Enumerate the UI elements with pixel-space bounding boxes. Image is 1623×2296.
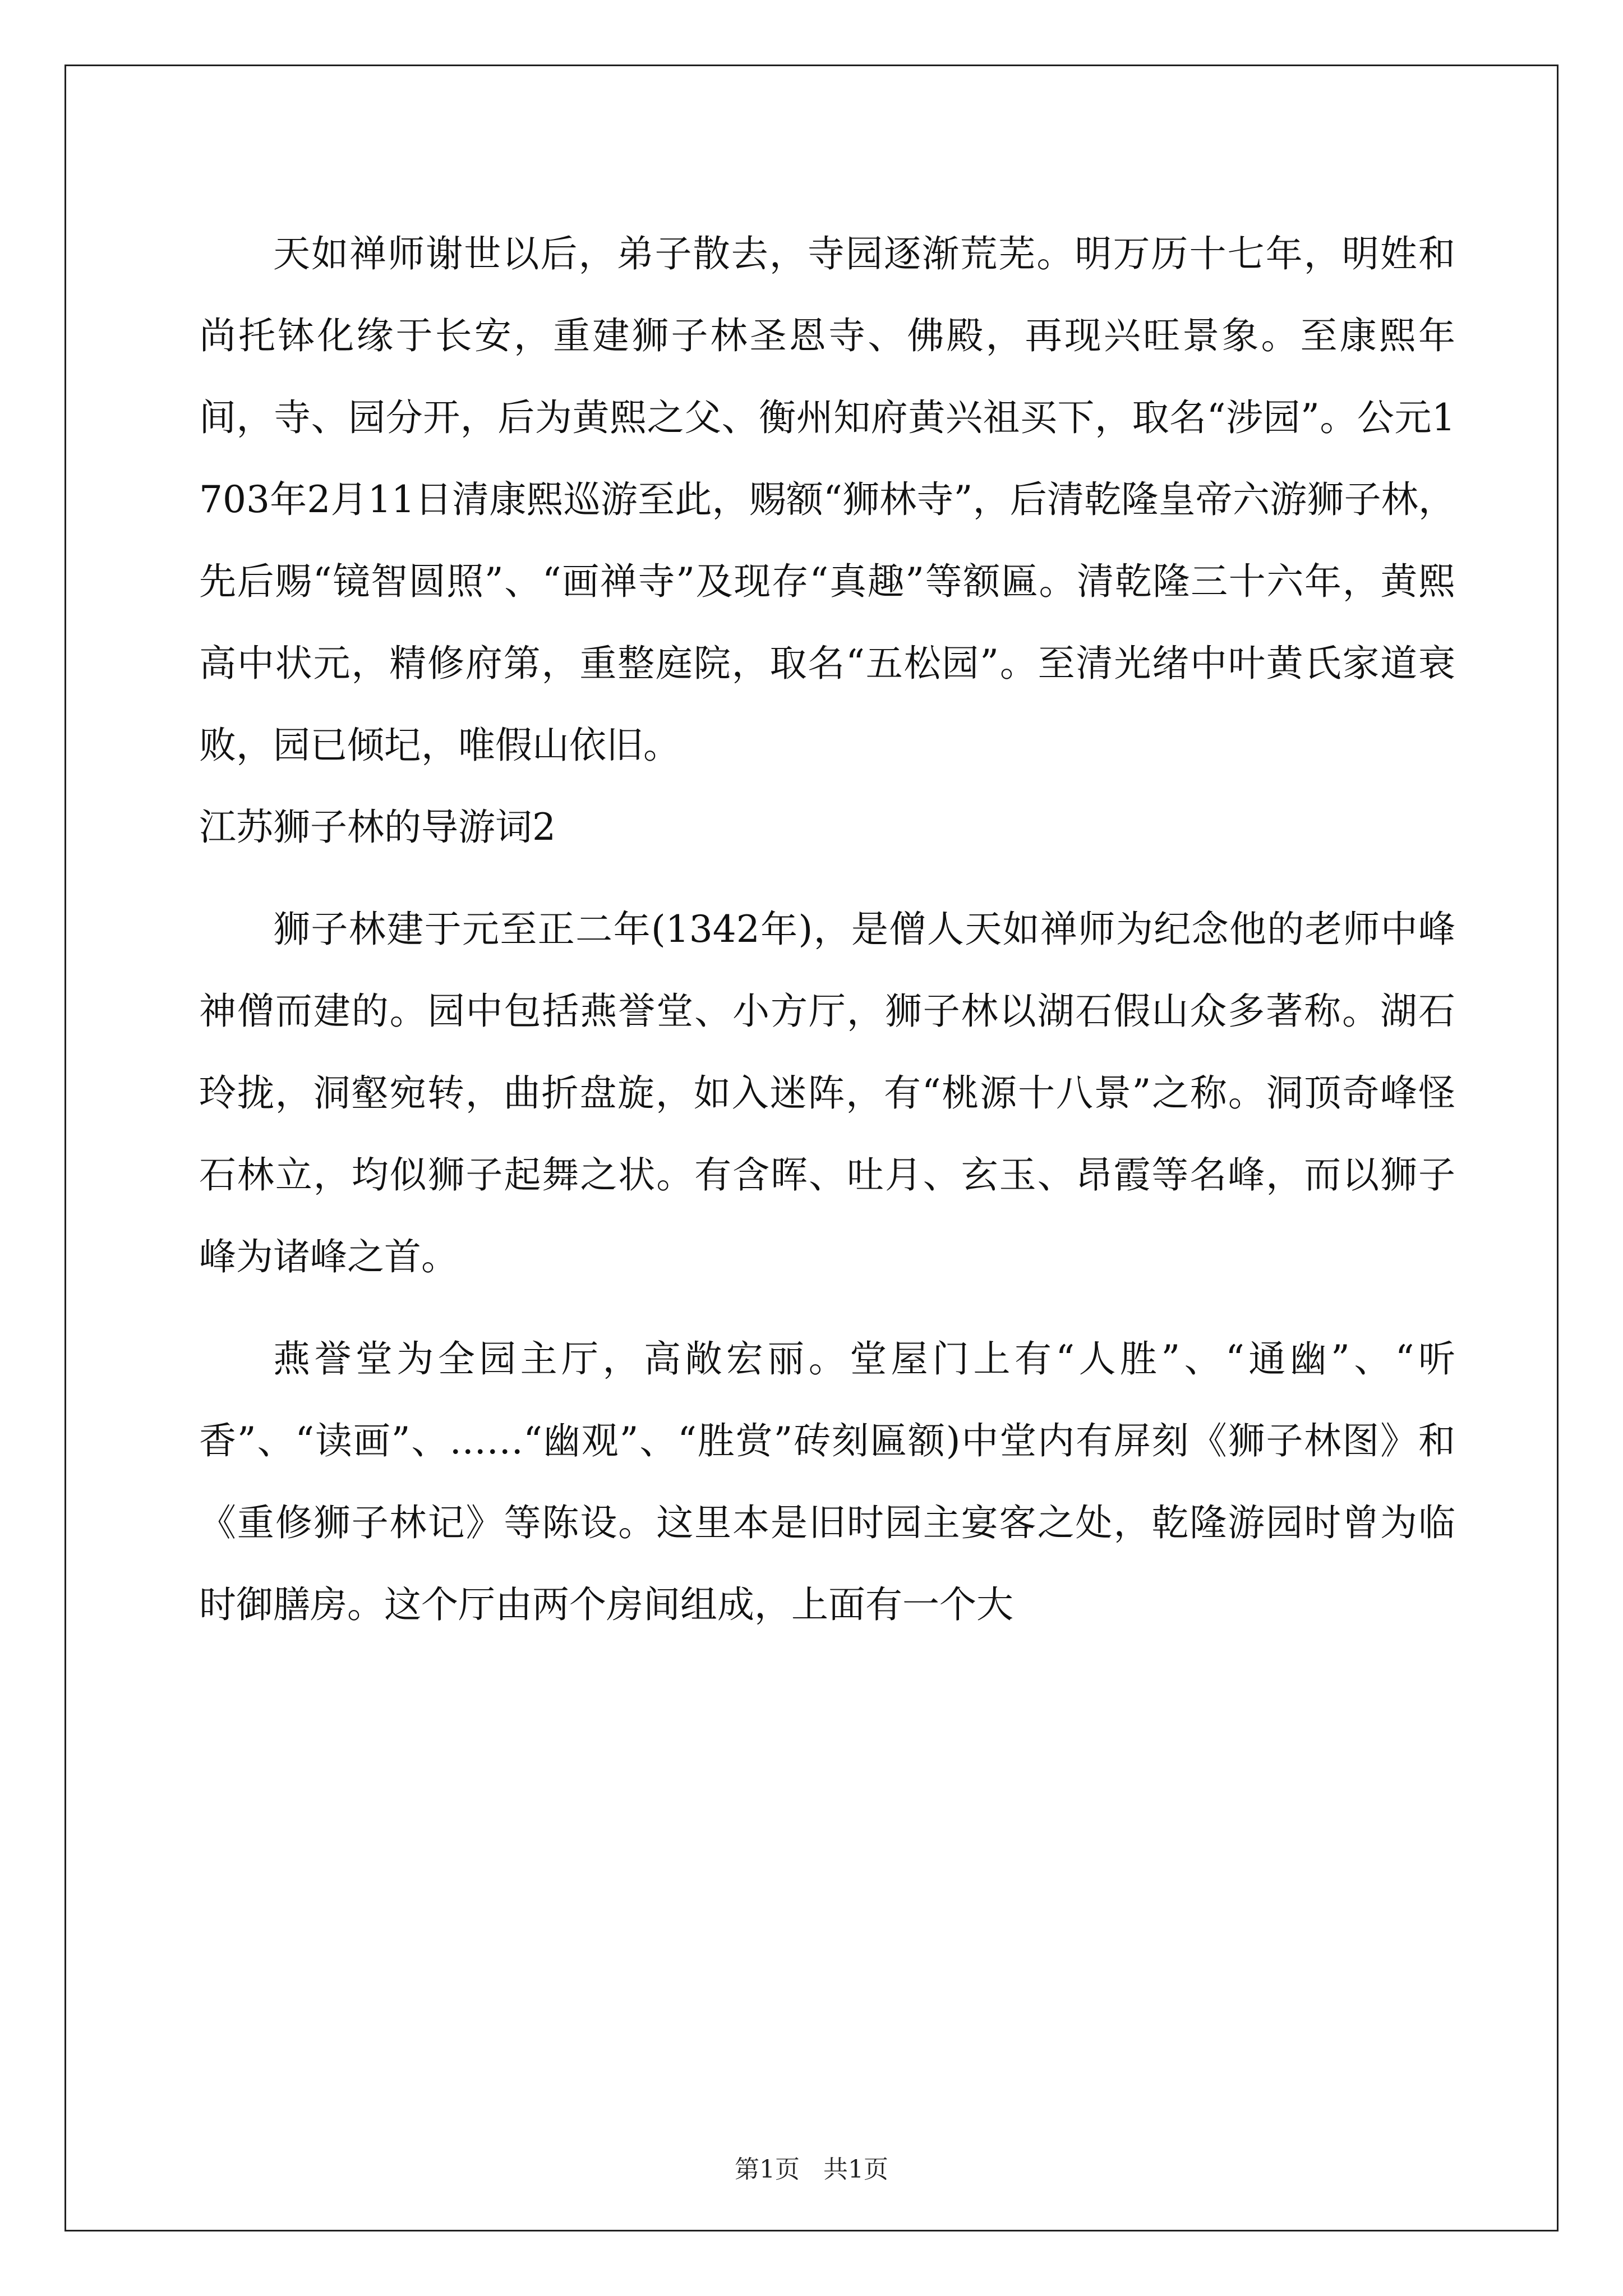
paragraph-intro: 狮子林建于元至正二年(1342年)，是僧人天如禅师为纪念他的老师中峰神僧而建的。园中包括燕誉堂、小方厅，狮子林以湖石假山众多著称。湖石玲拢，洞壑宛转，曲折盘旋，如入迷阵，有“桃源十八景”之称。洞顶奇峰怪石林立，均似狮子起舞之状。有含晖、吐月、玄玉、昂霞等名峰，而以狮子峰为诸峰之首。 xyxy=(199,908,1455,1278)
document-body xyxy=(199,213,1455,1646)
paragraph-history: 天如禅师谢世以后，弟子散去，寺园逐渐荒芜。明万历十七年，明姓和尚托钵化缘于长安，重建狮子林圣恩寺、佛殿，再现兴旺景象。至康熙年间，寺、园分开，后为黄熙之父、衡州知府黄兴祖买下，取名“涉园”。公元1703年2月11日清康熙巡游至此，赐额“狮林寺”，后清乾隆皇帝六游狮子林，先后赐“镜智圆照”、“画禅寺”及现存“真趣”等额匾。清乾隆三十六年，黄熙高中状元，精修府第，重整庭院，取名“五松园”。至清光绪中叶黄氏家道衰败，园已倾圮，唯假山依旧。 xyxy=(199,232,1455,767)
page-footer xyxy=(0,2153,1623,2187)
page-number: 第1页 xyxy=(735,2155,800,2184)
page-total: 共1页 xyxy=(823,2155,888,2184)
section-heading: 江苏狮子林的导游词2 xyxy=(199,806,556,849)
paragraph-yanyu-hall: 燕誉堂为全园主厅，高敞宏丽。堂屋门上有“人胜”、“通幽”、“听香”、“读画”、……“幽观”、“胜赏”砖刻匾额)中堂内有屏刻《狮子林图》和《重修狮子林记》等陈设。这里本是旧时园主宴客之处，乾隆游园时曾为临时御膳房。这个厅由两个房间组成，上面有一个大 xyxy=(199,1337,1455,1626)
